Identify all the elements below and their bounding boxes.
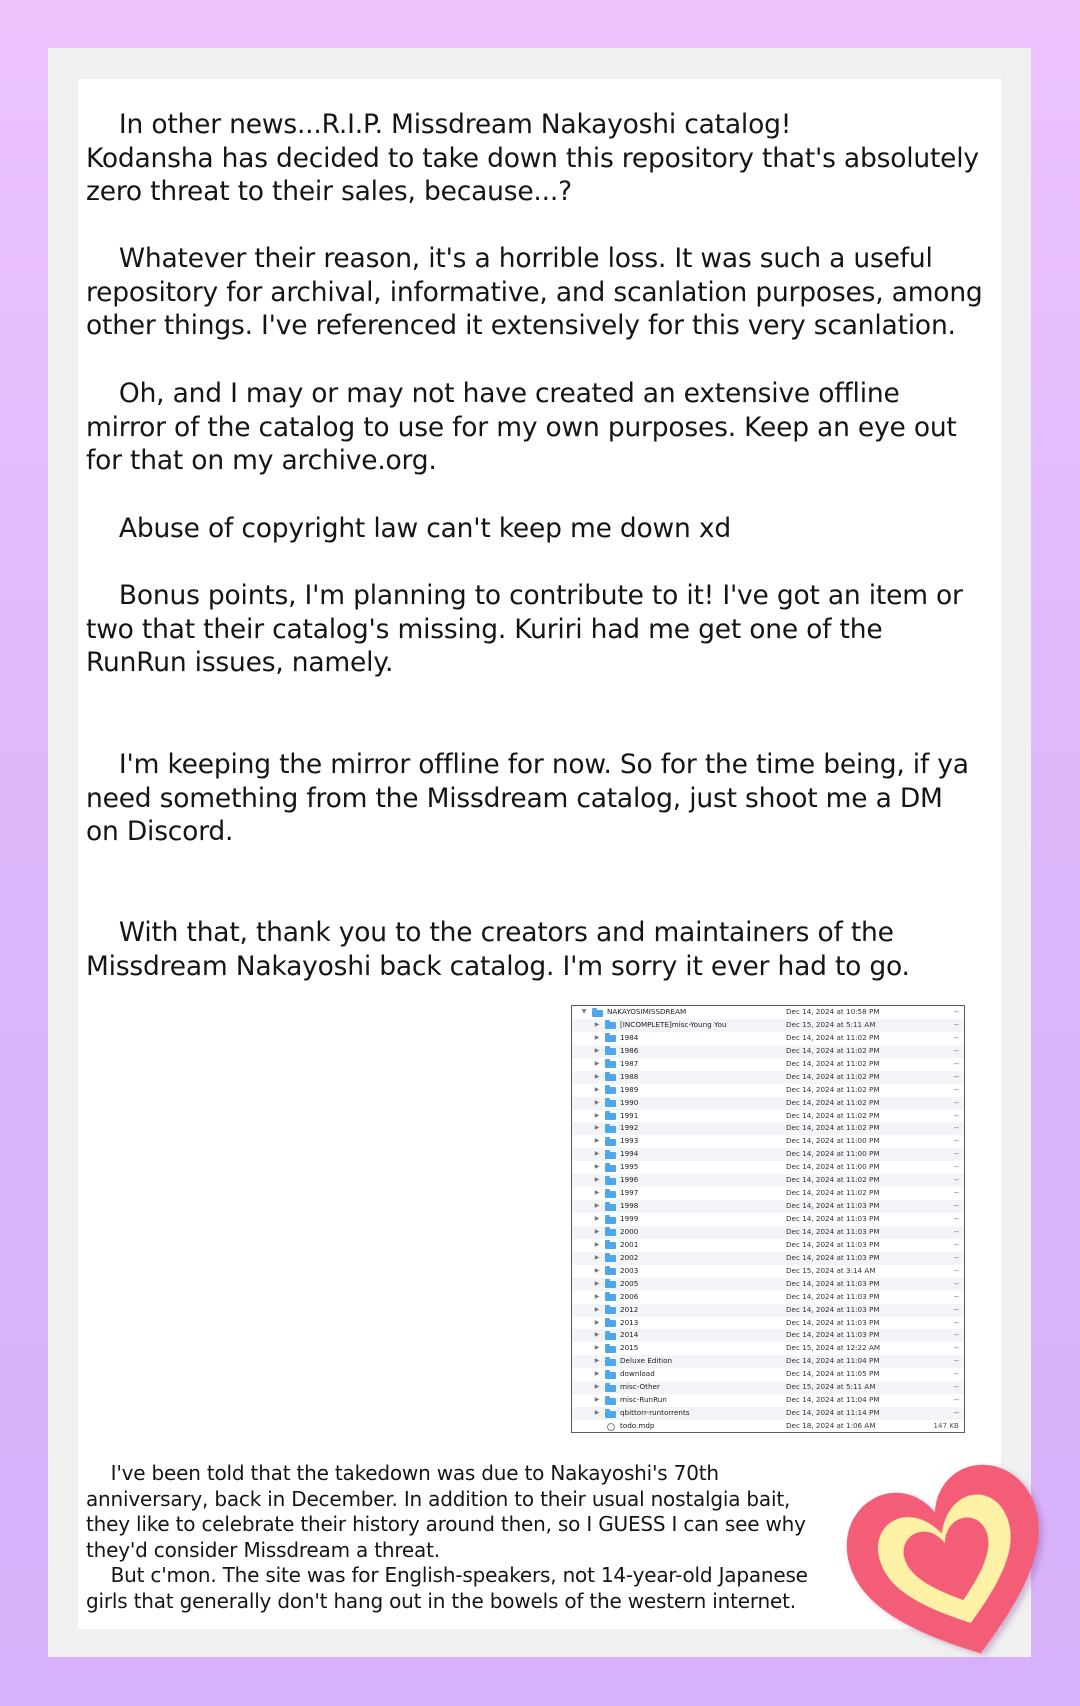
paragraph-copyright: Abuse of copyright law can't keep me down xd [86,513,731,544]
disclosure-closed-icon[interactable]: ▶ [594,1137,600,1145]
finder-screenshot [571,1005,965,1433]
finder-item-name: 1988 [620,1071,639,1081]
finder-item-name: todo.mdp [620,1421,655,1430]
finder-item-date: Dec 15, 2024 at 3:14 AM [786,1265,876,1275]
finder-item-date: Dec 14, 2024 at 11:02 PM [786,1175,880,1185]
finder-item-name: 1993 [620,1136,639,1146]
finder-folder-row[interactable] [572,1278,964,1291]
disclosure-closed-icon[interactable]: ▶ [594,1176,600,1184]
finder-item-date: Dec 14, 2024 at 11:03 PM [786,1291,880,1301]
folder-icon [605,1191,616,1198]
finder-folder-row[interactable] [572,1226,964,1239]
finder-item-date: Dec 14, 2024 at 11:02 PM [786,1110,880,1120]
finder-item-size: -- [953,1356,959,1366]
folder-icon [605,1281,616,1288]
finder-folder-row[interactable] [572,1265,964,1278]
disclosure-closed-icon[interactable]: ▶ [594,1305,600,1313]
finder-item-date: Dec 14, 2024 at 10:58 PM [786,1007,880,1016]
disclosure-closed-icon[interactable]: ▶ [594,1150,600,1158]
finder-item-name: 1992 [620,1123,639,1133]
finder-item-date: Dec 15, 2024 at 5:11 AM [786,1019,876,1029]
paragraph-news: In other news...R.I.P. Missdream Nakayoshi catalog! Kodansha has decided to take down this repository that's absolutely zero threat to their sales, because...? [86,109,979,208]
disclosure-closed-icon[interactable]: ▶ [594,1396,600,1404]
paragraph-offline: I'm keeping the mirror offline for now. So for the time being, if ya need something from the Missdream catalog, just shoot me a DM on Discord. [86,749,969,848]
folder-icon [605,1346,616,1353]
finder-item-size: -- [953,1369,959,1379]
finder-item-name: misc-Other [620,1382,660,1392]
finder-item-name: 2002 [620,1252,639,1262]
finder-folder-row[interactable] [572,1187,964,1200]
finder-folder-row[interactable] [572,1213,964,1226]
finder-folder-row[interactable] [572,1110,964,1123]
finder-item-size: -- [953,1007,959,1016]
folder-icon [605,1229,616,1236]
finder-item-name: 2000 [620,1226,639,1236]
finder-folder-row[interactable] [572,1291,964,1304]
folder-icon [605,1113,616,1120]
folder-icon [605,1178,616,1185]
finder-item-size: -- [953,1045,959,1055]
disclosure-closed-icon[interactable]: ▶ [594,1409,600,1417]
folder-icon [605,1268,616,1275]
finder-item-name: 1998 [620,1201,639,1211]
finder-item-date: Dec 14, 2024 at 11:02 PM [786,1071,880,1081]
disclosure-closed-icon[interactable]: ▶ [594,1318,600,1326]
finder-file-row[interactable] [572,1420,964,1433]
finder-item-name: 2012 [620,1304,639,1314]
finder-item-name: 2006 [620,1291,639,1301]
finder-item-date: Dec 14, 2024 at 11:05 PM [786,1369,880,1379]
finder-item-date: Dec 14, 2024 at 11:00 PM [786,1149,880,1159]
finder-folder-row[interactable] [572,1097,964,1110]
finder-item-size: -- [953,1343,959,1353]
finder-item-date: Dec 14, 2024 at 11:02 PM [786,1058,880,1068]
folder-icon [592,1010,603,1017]
finder-item-name: Deluxe Edition [620,1356,673,1366]
finder-folder-row[interactable] [572,1071,964,1084]
disclosure-closed-icon[interactable]: ▶ [594,1046,600,1054]
finder-folder-row[interactable] [572,1135,964,1148]
folder-icon [605,1217,616,1224]
finder-item-size: -- [953,1136,959,1146]
finder-item-date: Dec 14, 2024 at 11:03 PM [786,1226,880,1236]
finder-folder-row[interactable] [572,1200,964,1213]
finder-folder-row[interactable] [572,1032,964,1045]
disclosure-closed-icon[interactable]: ▶ [594,1059,600,1067]
finder-item-name: 1987 [620,1058,639,1068]
folder-icon [605,1022,616,1029]
finder-item-size: -- [953,1188,959,1198]
finder-item-name: [INCOMPLETE]misc-Young You [620,1019,727,1029]
finder-item-name: 2013 [620,1317,639,1327]
finder-folder-row[interactable] [572,1058,964,1071]
disclosure-closed-icon[interactable]: ▶ [594,1279,600,1287]
finder-item-size: -- [953,1084,959,1094]
folder-icon [605,1087,616,1094]
disclosure-closed-icon[interactable]: ▶ [594,1266,600,1274]
paragraph-thanks: With that, thank you to the creators and maintainers of the Missdream Nakayoshi back catalog. I'm sorry it ever had to go. [86,917,910,982]
finder-item-size: -- [953,1408,959,1418]
disclosure-closed-icon[interactable]: ▶ [594,1163,600,1171]
finder-item-name: 2005 [620,1278,639,1288]
disclosure-closed-icon[interactable]: ▶ [594,1292,600,1300]
disclosure-closed-icon[interactable]: ▶ [594,1189,600,1197]
finder-item-name: 1989 [620,1084,639,1094]
finder-item-size: -- [953,1395,959,1405]
heart-icon [842,1450,1060,1675]
finder-item-name: 1997 [620,1188,639,1198]
finder-folder-row[interactable] [572,1174,964,1187]
finder-item-date: Dec 15, 2024 at 5:11 AM [786,1382,876,1392]
finder-item-date: Dec 14, 2024 at 11:02 PM [786,1084,880,1094]
folder-icon [605,1035,616,1042]
finder-item-date: Dec 15, 2024 at 12:22 AM [786,1343,881,1353]
finder-item-size: -- [953,1278,959,1288]
finder-folder-row[interactable] [572,1239,964,1252]
finder-item-size: -- [953,1071,959,1081]
footnote: I've been told that the takedown was due to Nakayoshi's 70th anniversary, back in December. In addition to their usual nostalgia bait, they like to celebrate their history around then, so I GUESS I can see why they'd consider Missdream a threat. But c'mon. The site was for English-speakers, not 14-year-old Japanese girls that generally don't hang out in the bowels of the western internet. [86,1461,808,1613]
finder-item-date: Dec 14, 2024 at 11:00 PM [786,1162,880,1172]
disclosure-closed-icon[interactable]: ▶ [594,1098,600,1106]
finder-item-size: 147 KB [933,1421,959,1430]
folder-icon [605,1359,616,1366]
disclosure-closed-icon[interactable]: ▶ [594,1357,600,1365]
folder-icon [605,1242,616,1249]
finder-item-size: -- [953,1097,959,1107]
finder-folder-row[interactable] [572,1381,964,1394]
folder-icon [605,1385,616,1392]
finder-item-date: Dec 14, 2024 at 11:03 PM [786,1330,880,1340]
finder-item-size: -- [953,1149,959,1159]
finder-folder-row[interactable] [572,1084,964,1097]
finder-item-name: 1991 [620,1110,639,1120]
finder-folder-row[interactable] [572,1394,964,1407]
finder-item-date: Dec 14, 2024 at 11:04 PM [786,1395,880,1405]
finder-item-date: Dec 14, 2024 at 11:02 PM [786,1097,880,1107]
finder-item-date: Dec 14, 2024 at 11:03 PM [786,1278,880,1288]
finder-item-name: 2003 [620,1265,639,1275]
disclosure-closed-icon[interactable]: ▶ [594,1227,600,1235]
folder-icon [605,1204,616,1211]
finder-item-size: -- [953,1162,959,1172]
finder-folder-row[interactable] [572,1304,964,1317]
disclosure-closed-icon[interactable]: ▶ [594,1033,600,1041]
finder-item-name: NAKAYOSIMISSDREAM [607,1007,687,1016]
finder-item-date: Dec 14, 2024 at 11:02 PM [786,1032,880,1042]
folder-icon [605,1152,616,1159]
finder-folder-row[interactable] [572,1045,964,1058]
finder-item-date: Dec 14, 2024 at 11:02 PM [786,1188,880,1198]
finder-item-date: Dec 14, 2024 at 11:03 PM [786,1239,880,1249]
finder-item-date: Dec 18, 2024 at 1:06 AM [786,1421,876,1430]
folder-icon [605,1165,616,1172]
disclosure-closed-icon[interactable]: ▶ [594,1331,600,1339]
folder-icon [605,1294,616,1301]
disclosure-closed-icon[interactable]: ▶ [594,1344,600,1352]
folder-icon [605,1255,616,1262]
disclosure-closed-icon[interactable]: ▶ [594,1085,600,1093]
disclosure-closed-icon[interactable]: ▶ [594,1253,600,1261]
finder-folder-row[interactable] [572,1342,964,1355]
paragraph-loss: Whatever their reason, it's a horrible loss. It was such a useful repository for archival, informative, and scanlation purposes, among other things. I've referenced it extensively for this very scanlation. [86,243,983,342]
folder-icon [605,1074,616,1081]
folder-icon [605,1320,616,1327]
disclosure-closed-icon[interactable]: ▶ [594,1383,600,1391]
finder-item-date: Dec 14, 2024 at 11:04 PM [786,1356,880,1366]
disclosure-closed-icon[interactable]: ▶ [594,1202,600,1210]
finder-item-date: Dec 14, 2024 at 11:02 PM [786,1045,880,1055]
finder-item-name: 1990 [620,1097,639,1107]
finder-item-date: Dec 14, 2024 at 11:03 PM [786,1214,880,1223]
document-icon [607,1423,615,1431]
folder-icon [605,1126,616,1133]
finder-item-name: 1999 [620,1214,639,1223]
finder-folder-row[interactable] [572,1252,964,1265]
folder-icon [605,1333,616,1340]
finder-item-size: -- [953,1058,959,1068]
finder-item-size: -- [953,1175,959,1185]
finder-folder-row[interactable] [572,1019,964,1032]
folder-icon [605,1100,616,1107]
finder-item-size: -- [953,1019,959,1029]
finder-item-size: -- [953,1123,959,1133]
paragraph-mirror: Oh, and I may or may not have created an extensive offline mirror of the catalog to use for my own purposes. Keep an eye out for that on my archive.org. [86,378,957,477]
disclosure-closed-icon[interactable]: ▶ [594,1240,600,1248]
folder-icon [605,1398,616,1405]
finder-item-name: download [620,1369,655,1379]
finder-item-size: -- [953,1226,959,1236]
finder-item-date: Dec 14, 2024 at 11:03 PM [786,1317,880,1327]
finder-item-name: 1986 [620,1045,639,1055]
disclosure-open-icon[interactable]: ▼ [581,1008,587,1015]
folder-icon [605,1061,616,1068]
disclosure-closed-icon[interactable]: ▶ [594,1072,600,1080]
finder-item-size: -- [953,1304,959,1314]
finder-folder-row[interactable] [572,1006,964,1019]
finder-item-date: Dec 14, 2024 at 11:14 PM [786,1408,880,1418]
finder-item-date: Dec 14, 2024 at 11:03 PM [786,1304,880,1314]
finder-item-name: 2001 [620,1239,639,1249]
finder-item-name: 2014 [620,1330,639,1340]
finder-item-size: -- [953,1382,959,1392]
finder-folder-row[interactable] [572,1161,964,1174]
finder-item-size: -- [953,1291,959,1301]
finder-item-name: 1996 [620,1175,639,1185]
finder-item-size: -- [953,1330,959,1340]
disclosure-closed-icon[interactable]: ▶ [594,1215,600,1222]
disclosure-closed-icon[interactable]: ▶ [594,1124,600,1132]
folder-icon [605,1411,616,1418]
finder-item-name: 2015 [620,1343,639,1353]
finder-folder-row[interactable] [572,1368,964,1381]
finder-folder-row[interactable] [572,1355,964,1368]
finder-item-size: -- [953,1032,959,1042]
finder-folder-row[interactable] [572,1317,964,1330]
finder-item-size: -- [953,1110,959,1120]
disclosure-closed-icon[interactable]: ▶ [594,1020,600,1028]
finder-item-date: Dec 14, 2024 at 11:03 PM [786,1252,880,1262]
finder-item-size: -- [953,1239,959,1249]
disclosure-closed-icon[interactable]: ▶ [594,1111,600,1119]
finder-item-name: misc-RunRun [620,1395,667,1405]
folder-icon [605,1372,616,1379]
finder-folder-row[interactable] [572,1148,964,1161]
finder-item-name: 1995 [620,1162,639,1172]
folder-icon [605,1307,616,1314]
finder-folder-row[interactable] [572,1329,964,1342]
finder-item-name: 1984 [620,1032,639,1042]
finder-item-size: -- [953,1201,959,1211]
folder-icon [605,1139,616,1146]
disclosure-closed-icon[interactable]: ▶ [594,1370,600,1378]
finder-item-date: Dec 14, 2024 at 11:02 PM [786,1123,880,1133]
paragraph-bonus: Bonus points, I'm planning to contribute to it! I've got an item or two that their catalog's missing. Kuriri had me get one of the RunRun issues, namely. [86,580,963,679]
finder-item-name: qbittorr-runtorrents [620,1408,690,1418]
finder-item-name: 1994 [620,1149,639,1159]
finder-item-size: -- [953,1214,959,1223]
finder-folder-row[interactable] [572,1407,964,1420]
finder-item-size: -- [953,1252,959,1262]
finder-item-date: Dec 14, 2024 at 11:00 PM [786,1136,880,1146]
finder-item-date: Dec 14, 2024 at 11:03 PM [786,1201,880,1211]
finder-item-size: -- [953,1265,959,1275]
folder-icon [605,1048,616,1055]
finder-item-size: -- [953,1317,959,1327]
finder-folder-row[interactable] [572,1122,964,1135]
